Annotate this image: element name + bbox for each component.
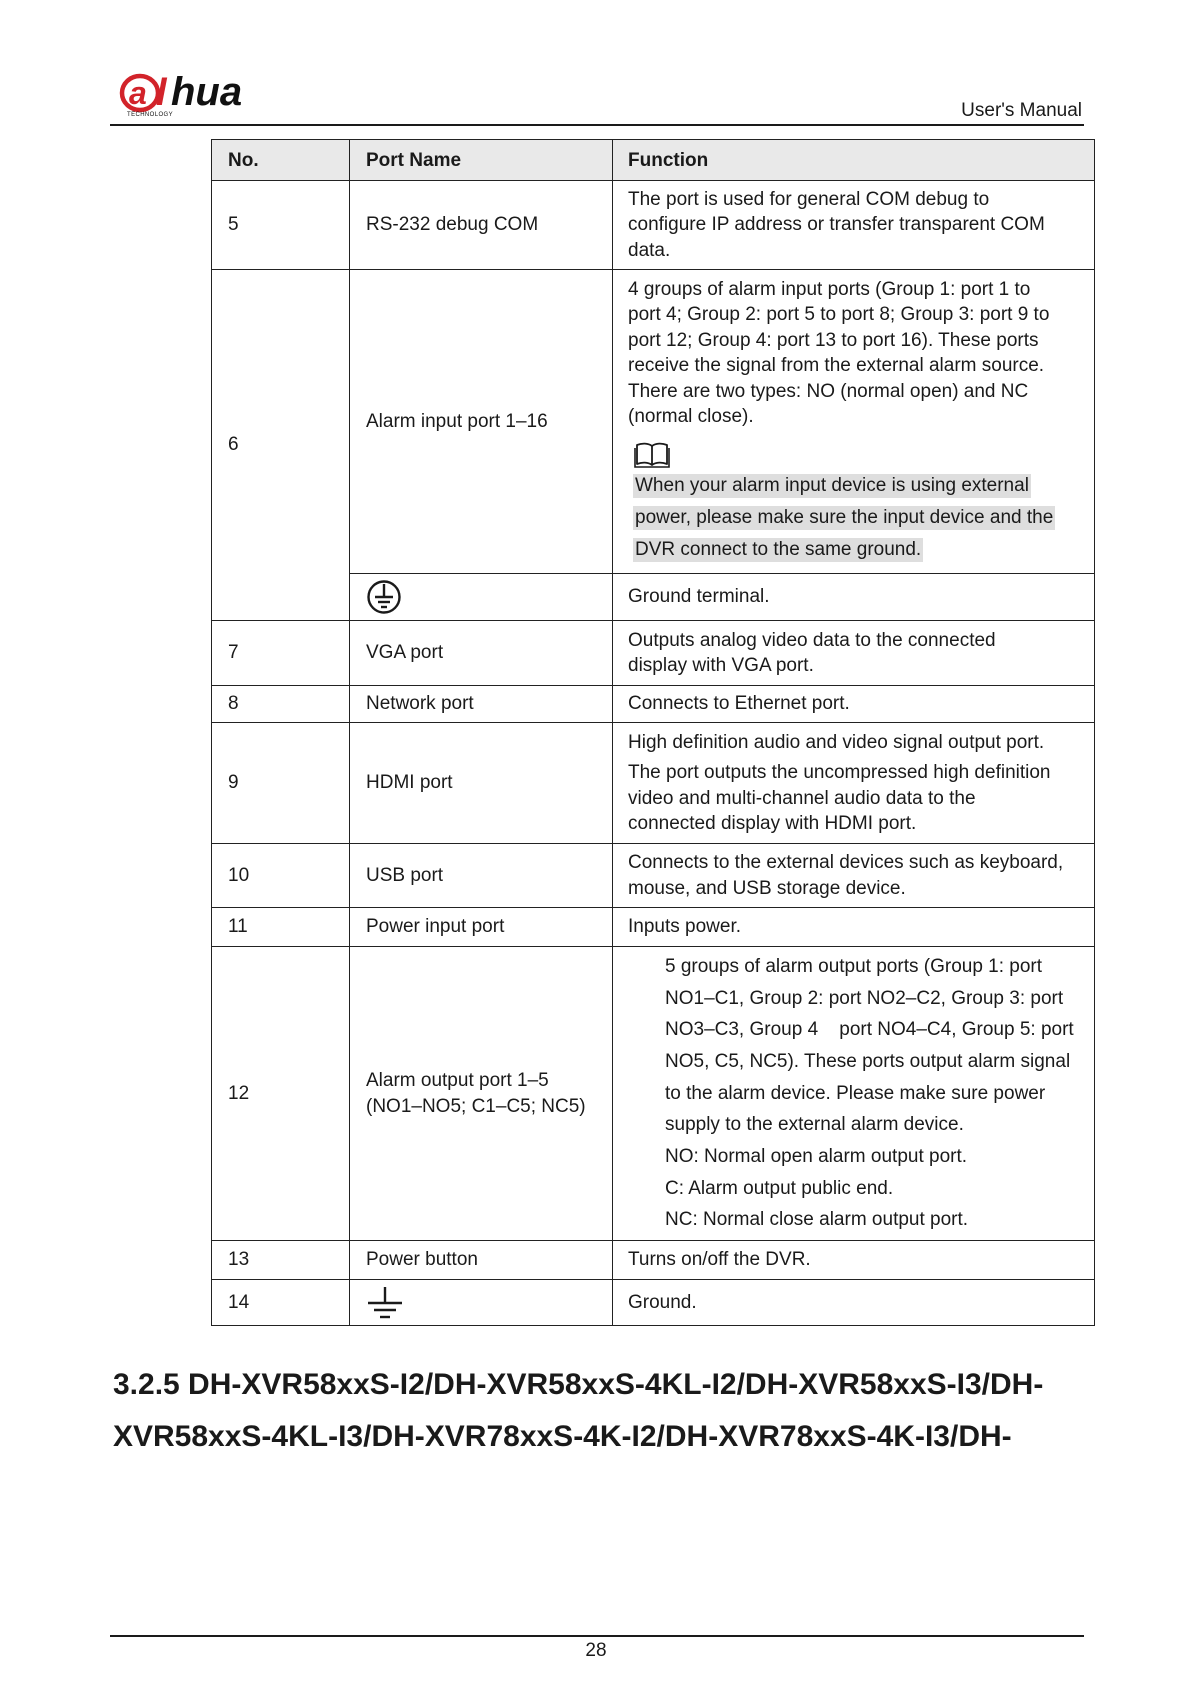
port-icon-cell [350,574,613,621]
function-line: The port is used for general COM debug to [628,188,990,210]
logo-word: hua [171,72,243,114]
function-line: receive the signal from the external alarm source. [628,355,1045,376]
function-line: High definition audio and video signal output port. [628,731,1045,753]
header-rule [110,124,1084,126]
port-name: Network port [350,686,613,723]
port-name: VGA port [350,621,613,686]
port-name: Power button [350,1241,613,1280]
row-number: 6 [212,270,350,621]
function-line: NC: Normal close alarm output port. [665,1209,969,1231]
ground-icon [366,1286,404,1320]
protective-ground-icon [366,579,402,615]
port-function [613,947,1095,1241]
port-name: RS-232 debug COM [350,181,613,270]
table-row [212,947,1095,1241]
table-row [212,686,1095,723]
function-line: video and multi-channel audio data to the [628,787,976,809]
port-name-line: Alarm output port 1–5 [366,1070,549,1091]
function-line: 5 groups of alarm output ports (Group 1: port [665,955,1043,977]
row-number: 9 [212,723,350,844]
table-row [212,181,1095,270]
port-name-line: (NO1–NO5; C1–C5; NC5) [366,1095,586,1117]
function-line: to the alarm device. Please make sure power [665,1082,1046,1104]
port-function [613,844,1095,908]
port-function [613,574,1095,621]
page-number: 28 [585,1640,607,1661]
port-table [211,139,1095,1326]
table-row [212,270,1095,574]
function-line: supply to the external alarm device. [665,1114,964,1136]
note-box [628,471,1094,567]
port-function [613,686,1095,723]
note-line: DVR connect to the same ground. [635,539,922,561]
port-function [613,723,1095,844]
function-line: (normal close). [628,406,754,427]
row-number: 7 [212,621,350,686]
table-row [212,844,1095,908]
port-function [613,908,1095,947]
table-row [212,723,1095,844]
function-line: Connects to Ethernet port. [628,693,850,715]
row-number: 14 [212,1280,350,1326]
footer-rule [110,1635,1084,1637]
table-header-row [212,140,1095,181]
column-header-no: No. [212,140,350,181]
function-line: configure IP address or transfer transparent COM [628,214,1045,236]
function-line: NO5, C5, NC5). These ports output alarm signal [665,1050,1071,1072]
function-line: NO3–C3, Group 4 port NO4–C4, Group 5: port [665,1019,1074,1041]
row-number: 12 [212,947,350,1241]
port-name: HDMI port [350,723,613,844]
function-line: Outputs analog video data to the connected [628,629,996,651]
function-line: NO: Normal open alarm output port. [665,1146,968,1168]
logo-tagline: TECHNOLOGY [127,112,174,118]
table-row [212,908,1095,947]
function-line: There are two types: NO (normal open) and NC [628,380,1029,402]
function-line: The port outputs the uncompressed high definition [628,762,1051,783]
logo-bar: l [156,72,167,114]
function-line: port 12; Group 4: port 13 to port 16). These ports [628,329,1039,351]
function-line: display with VGA port. [628,655,814,676]
port-icon-cell [350,1280,613,1326]
function-line: connected display with HDMI port. [628,813,917,834]
function-line: Ground terminal. [628,586,770,608]
port-function [613,1280,1095,1326]
function-line: data. [628,239,671,261]
table-row [212,1280,1095,1326]
function-line: Turns on/off the DVR. [628,1249,811,1271]
port-name: Alarm input port 1–16 [350,270,613,574]
column-header-function: Function [613,140,1095,181]
function-line: Inputs power. [628,916,742,938]
port-function [613,181,1095,270]
function-list [628,951,1094,1236]
note-line: power, please make sure the input device and the [635,507,1054,529]
table-row [212,1241,1095,1280]
function-line: 4 groups of alarm input ports (Group 1: port 1 to [628,278,1031,300]
row-number: 10 [212,844,350,908]
function-line: mouse, and USB storage device. [628,877,906,899]
table-row [212,621,1095,686]
port-name: USB port [350,844,613,908]
section-heading: 3.2.5 DH-XVR58xxS-I2/DH-XVR58xxS-4KL-I2/DH-XVR58xxS-I3/DH-XVR58xxS-4KL-I3/DH-XVR78xxS-4K-I2/DH-XVR78xxS-4K-I3/DH- [113,1368,1044,1453]
row-number: 5 [212,181,350,270]
row-number: 8 [212,686,350,723]
function-line: NO1–C1, Group 2: port NO2–C2, Group 3: port [665,987,1064,1009]
column-header-port-name: Port Name [350,140,613,181]
port-function [613,621,1095,686]
note-line: When your alarm input device is using external [635,475,1029,497]
function-line: port 4; Group 2: port 5 to port 8; Group 3: port 9 to [628,304,1050,325]
port-name: Power input port [350,908,613,947]
function-line: C: Alarm output public end. [665,1177,894,1199]
book-icon [634,441,670,468]
logo-mark: a [129,75,147,111]
port-function [613,270,1095,574]
port-name [350,947,613,1241]
function-line: Connects to the external devices such as keyboard, [628,852,1064,873]
function-line: Ground. [628,1291,697,1313]
port-function [613,1241,1095,1280]
dahua-logo [119,72,259,118]
row-number: 13 [212,1241,350,1280]
row-number: 11 [212,908,350,947]
manual-label: User's Manual [961,100,1082,121]
